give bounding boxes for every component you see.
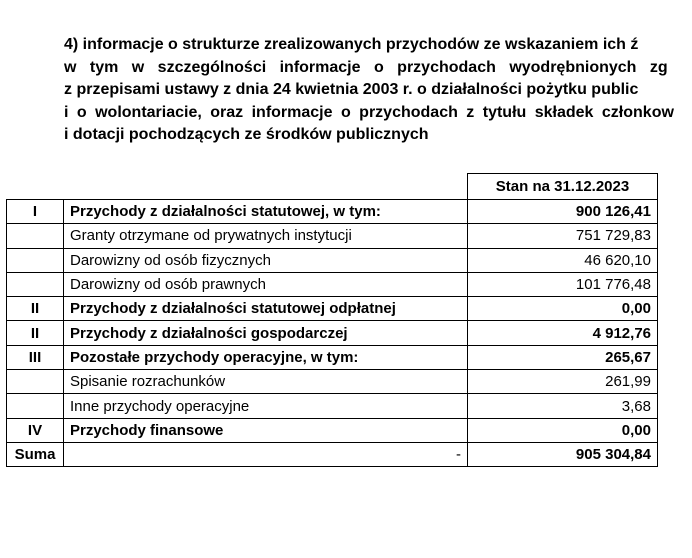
row-label: Darowizny od osób fizycznych: [64, 248, 468, 272]
row-label: Przychody z działalności statutowej odpłatnej: [64, 297, 468, 321]
row-number: [7, 370, 64, 394]
row-value: 0,00: [468, 418, 658, 442]
row-value: 265,67: [468, 345, 658, 369]
row-label: Spisanie rozrachunków: [64, 370, 468, 394]
header-empty-cell: [64, 174, 468, 200]
row-label: Przychody z działalności statutowej, w tym:: [64, 200, 468, 224]
row-value: 101 776,48: [468, 272, 658, 296]
total-row: [7, 442, 658, 466]
heading-line-4: i o wolontariacie, oraz informacje o przychodach z tytułu składek członkow: [64, 103, 674, 121]
row-number: III: [7, 345, 64, 369]
row-number: [7, 248, 64, 272]
row-number: II: [7, 297, 64, 321]
row-label: Darowizny od osób prawnych: [64, 272, 468, 296]
table-header-row: [7, 174, 658, 200]
column-header: Stan na 31.12.2023: [468, 174, 658, 200]
table-row: [7, 272, 658, 296]
table-row: [7, 394, 658, 418]
row-value: 261,99: [468, 370, 658, 394]
row-label: Inne przychody operacyjne: [64, 394, 468, 418]
row-number: IV: [7, 418, 64, 442]
total-value: 905 304,84: [468, 442, 658, 466]
heading-line-5: i dotacji pochodzących ze środków publicznych: [64, 126, 429, 143]
row-label: Przychody finansowe: [64, 418, 468, 442]
table-row: [7, 370, 658, 394]
heading-line-1: 4) informacje o strukturze zrealizowanych przychodów ze wskazaniem ich ź: [64, 36, 639, 53]
row-number: [7, 224, 64, 248]
table-row: [7, 297, 658, 321]
row-value: 4 912,76: [468, 321, 658, 345]
row-number: I: [7, 200, 64, 224]
header-empty-cell: [7, 174, 64, 200]
heading-line-2: w tym w szczególności informacje o przychodach wyodrębnionych zg: [64, 58, 668, 76]
table-row: [7, 321, 658, 345]
row-number: [7, 394, 64, 418]
total-label: Suma: [7, 442, 64, 466]
table-row: [7, 418, 658, 442]
row-label: Przychody z działalności gospodarczej: [64, 321, 468, 345]
table-row: [7, 224, 658, 248]
table-row: [7, 200, 658, 224]
row-value: 0,00: [468, 297, 658, 321]
row-label: Granty otrzymane od prywatnych instytucji: [64, 224, 468, 248]
row-number: II: [7, 321, 64, 345]
row-value: 3,68: [468, 394, 658, 418]
row-value: 751 729,83: [468, 224, 658, 248]
row-value: 900 126,41: [468, 200, 658, 224]
revenue-table: [6, 173, 658, 467]
table-row: [7, 345, 658, 369]
heading-line-3: z przepisami ustawy z dnia 24 kwietnia 2003 r. o działalności pożytku public: [64, 81, 639, 98]
total-dash: -: [64, 442, 468, 466]
row-value: 46 620,10: [468, 248, 658, 272]
row-label: Pozostałe przychody operacyjne, w tym:: [64, 345, 468, 369]
row-number: [7, 272, 64, 296]
table-row: [7, 248, 658, 272]
section-heading: [64, 34, 692, 147]
